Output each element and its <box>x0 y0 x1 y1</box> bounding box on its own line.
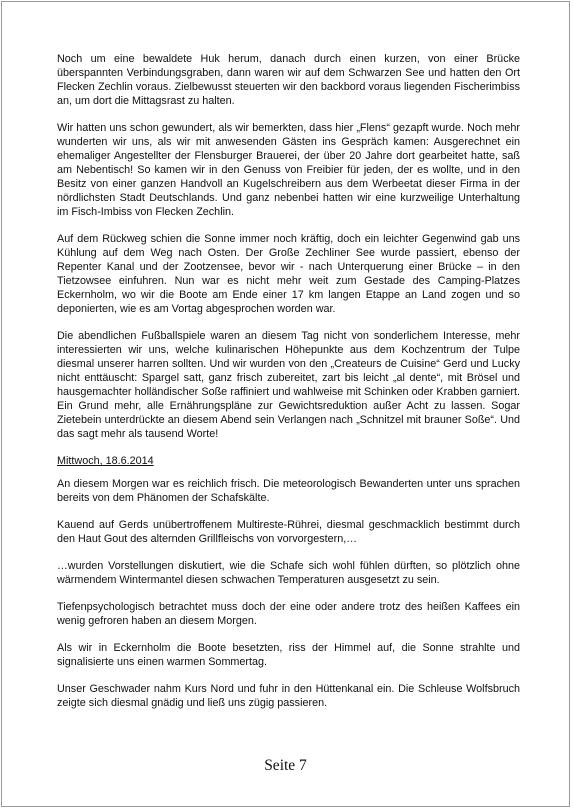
document-page <box>1 1 570 807</box>
paragraph: Unser Geschwader nahm Kurs Nord und fuhr in den Hüttenkanal ein. Die Schleuse Wolfsbruch zeigte sich diesmal gnädig und ließ uns zügig passieren. <box>57 683 520 709</box>
paragraph: Tiefenpsychologisch betrachtet muss doch der eine oder andere trotz des heißen Kaffees ein wenig gefroren haben an diesem Morgen. <box>57 601 520 627</box>
paragraph: Als wir in Eckernholm die Boote besetzten, riss der Himmel auf, die Sonne strahlte und signalisierte uns einen warmen Sommertag. <box>57 642 520 668</box>
paragraph: Die abendlichen Fußballspiele waren an diesem Tag nicht von sonderlichem Interesse, mehr interessierten wir uns, welche kulinarischen Höhepunkte aus dem Kochzentrum der Tulpe diesmal unserer harren sollten. Und wir wurden von den „Createurs de Cuisine“ Gerd und Lucky nicht enttäuscht: Spargel satt, ganz frisch zubereitet, zart bis leicht „al dente“, mit Brösel und hausgemachter holländischer Soße raffiniert und wahlweise mit Schinken oder Krabben garniert. Ein Grund mehr, alle Ernährungspläne zur Gewichtsreduktion außer Acht zu lassen. Sogar Zietebein unterdrückte an diesem Abend sein Verlangen nach „Schnitzel mit brauner Soße“. Und das sagt mehr als tausend Worte! <box>57 330 520 440</box>
paragraph: An diesem Morgen war es reichlich frisch. Die meteorologisch Bewanderten unter uns sprachen bereits von dem Phänomen der Schafskälte. <box>57 478 520 504</box>
date-heading: Mittwoch, 18.6.2014 <box>57 455 154 467</box>
paragraph: Kauend auf Gerds unübertroffenem Multireste-Rührei, diesmal geschmacklich bestimmt durch den Haut Gout des alternden Grillfleischs von vorvorgestern,… <box>57 519 520 545</box>
paragraph: Noch um eine bewaldete Huk herum, danach durch einen kurzen, von einer Brücke überspannten Verbindungsgraben, dann waren wir auf dem Schwarzen See und hatten den Ort Flecken Zechlin voraus. Zielbewusst steuerten wir den backbord voraus liegenden Fischerimbiss an, um dort die Mittagsrast zu halten. <box>57 53 520 107</box>
paragraph: …wurden Vorstellungen diskutiert, wie die Schafe sich wohl fühlen dürften, so plötzlich ohne wärmendem Wintermantel diesen schwachen Temperaturen ausgesetzt zu sein. <box>57 560 520 586</box>
page-content <box>57 52 520 723</box>
paragraph: Auf dem Rückweg schien die Sonne immer noch kräftig, doch ein leichter Gegenwind gab uns Kühlung auf dem Weg nach Osten. Der Große Zechliner See wurde passiert, ebenso der Repenter Kanal und der Zootzensee, bevor wir - nach Unterquerung einer Brücke – in den Tietzowsee einfuhren. Nun war es nicht mehr weit zum Gestade des Camping-Platzes Eckernholm, wo wir die Boote am Ende einer 17 km langen Etappe an Land zogen und so deponierten, wie es am Vortag abgesprochen worden war. <box>57 233 520 315</box>
paragraph: Wir hatten uns schon gewundert, als wir bemerkten, dass hier „Flens“ gezapft wurde. Noch mehr wunderten wir uns, als wir mit anwesenden Gästen ins Gespräch kamen: Ausgerechnet ein ehemaliger Angestellter der Flensburger Brauerei, der über 20 Jahre dort gearbeitet hatte, saß am Nebentisch! So kamen wir in den Genuss von Freibier für jeden, der es wollte, und in den Besitz von einer ganzen Handvoll an Kugelschreibern aus dem Werbeetat dieser Firma in der nördlichsten Stadt Deutschlands. Und ganz nebenbei hatten wir eine kurzweilige Unterhaltung im Fisch-Imbiss von Flecken Zechlin. <box>57 122 520 218</box>
page-number: Seite 7 <box>264 757 307 774</box>
